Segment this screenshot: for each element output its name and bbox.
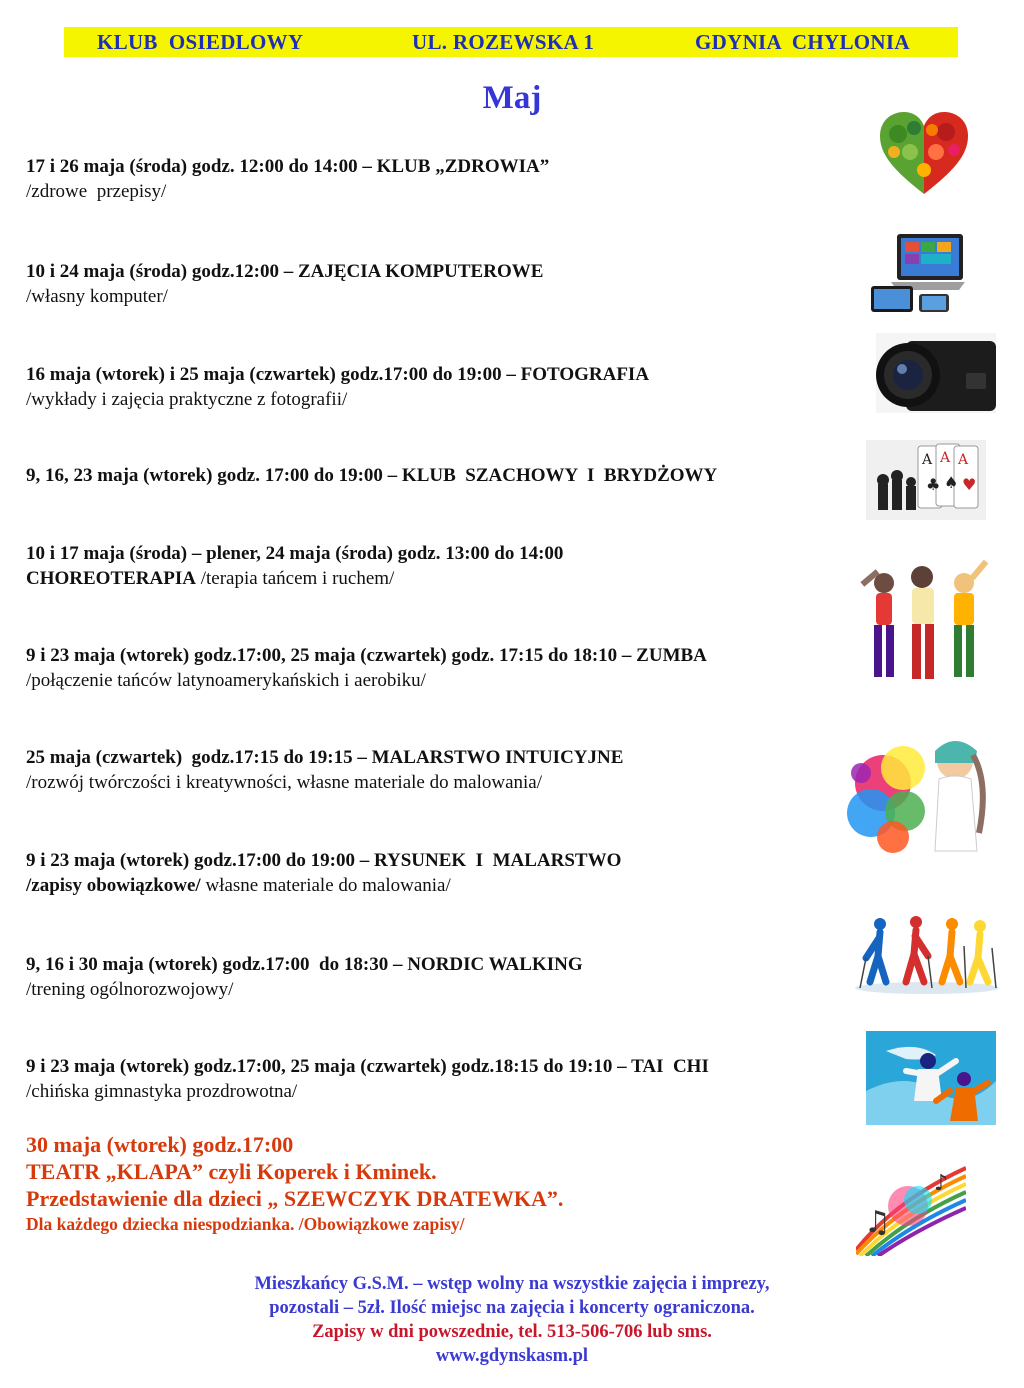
event-description: /połączenie tańców latynoamerykańskich i aerobiku/ (26, 670, 426, 691)
svg-text:♥: ♥ (962, 475, 977, 494)
event-entry-computer (26, 259, 846, 309)
event-entry-nordic-walking (26, 952, 846, 1002)
theatre-name: TEATR „KLAPA” czyli Koperek i Kminek. (26, 1159, 437, 1184)
event-description: /rozwój twórczości i kreatywności, własne materiale do malowania/ (26, 772, 542, 793)
club-name: KLUB OSIEDLOWY (97, 29, 304, 54)
svg-text:A: A (958, 452, 969, 468)
footer-residents-info: Mieszkańcy G.S.M. – wstęp wolny na wszystkie zajęcia i imprezy, (254, 1274, 770, 1294)
event-entry-tai-chi (26, 1054, 846, 1104)
event-description: /zdrowe przepisy/ (26, 181, 167, 202)
theatre-show: Przedstawienie dla dzieci „ SZEWCZYK DRATEWKA”. (26, 1186, 564, 1211)
event-description: /terapia tańcem i ruchem/ (195, 568, 395, 589)
event-subtitle-bold: /zapisy obowiązkowe/ (26, 875, 201, 896)
footer (0, 1272, 1024, 1368)
club-address: UL. ROZEWSKA 1 (412, 29, 595, 54)
event-title: 9 i 23 maja (wtorek) godz.17:00, 25 maja (czwartek) godz. 17:15 do 18:10 – ZUMBA (26, 645, 707, 666)
event-entry-zumba (26, 643, 846, 693)
event-title: 10 i 24 maja (środa) godz.12:00 – ZAJĘCIA KOMPUTEROWE (26, 261, 544, 282)
event-subtitle-bold: CHOREOTERAPIA (26, 568, 196, 589)
camera-icon (876, 333, 996, 413)
event-description: /własny komputer/ (26, 286, 168, 307)
svg-text:A: A (922, 452, 933, 468)
svg-text:♪: ♪ (934, 1171, 949, 1196)
theatre-announcement (26, 1131, 563, 1236)
club-city: GDYNIA CHYLONIA (695, 29, 910, 54)
heart-vegetables-fruits-icon (876, 108, 972, 198)
event-title: 9, 16 i 30 maja (wtorek) godz.17:00 do 18:30 – NORDIC WALKING (26, 954, 583, 975)
event-entry-choreotherapy (26, 541, 846, 591)
header-banner (64, 27, 958, 57)
event-title: 10 i 17 maja (środa) – plener, 24 maja (środa) godz. 13:00 do 14:00 (26, 543, 564, 564)
svg-text:♣: ♣ (926, 475, 941, 494)
page-title: Maj (482, 80, 542, 116)
event-description: własne materiale do malowania/ (200, 875, 451, 896)
footer-website-link[interactable]: www.gdynskasm.pl (435, 1346, 589, 1366)
event-title: 9, 16, 23 maja (wtorek) godz. 17:00 do 19:00 – KLUB SZACHOWY I BRYDŻOWY (26, 465, 718, 486)
event-description: /trening ogólnorozwojowy/ (26, 979, 234, 1000)
paint-splash-woman-icon (843, 733, 993, 863)
event-title: 17 i 26 maja (środa) godz. 12:00 do 14:00 – KLUB „ZDROWIA” (26, 156, 550, 177)
event-title: 16 maja (wtorek) i 25 maja (czwartek) godz.17:00 do 19:00 – FOTOGRAFIA (26, 364, 650, 385)
nordic-walkers-icon (852, 912, 1002, 998)
theatre-date: 30 maja (wtorek) godz.17:00 (26, 1132, 294, 1157)
event-entry-photography (26, 362, 846, 412)
event-entry-drawing-painting (26, 848, 846, 898)
event-description: /wykłady i zajęcia praktyczne z fotografii/ (26, 389, 348, 410)
laptop-tablet-phone-icon (867, 232, 967, 316)
footer-others-info: pozostali – 5zł. Ilość miejsc na zajęcia i koncerty ograniczona. (269, 1298, 755, 1318)
music-notes-icon (856, 1160, 966, 1256)
svg-text:♫: ♫ (864, 1205, 891, 1240)
event-entry-chess-bridge (26, 463, 846, 488)
event-title: 25 maja (czwartek) godz.17:15 do 19:15 – MALARSTWO INTUICYJNE (26, 747, 624, 768)
dancers-icon (856, 555, 996, 685)
svg-text:♠: ♠ (944, 473, 959, 492)
event-entry-health-club (26, 154, 846, 204)
event-title: 9 i 23 maja (wtorek) godz.17:00, 25 maja (czwartek) godz.18:15 do 19:10 – TAI CHI (26, 1056, 709, 1077)
chess-cards-icon (866, 440, 986, 520)
event-entry-intuitive-painting (26, 745, 846, 795)
event-title: 9 i 23 maja (wtorek) godz.17:00 do 19:00 – RYSUNEK I MALARSTWO (26, 850, 622, 871)
footer-registration: Zapisy w dni powszednie, tel. 513-506-706 lub sms. (312, 1322, 712, 1342)
theatre-note: Dla każdego dziecka niespodzianka. /Obowiązkowe zapisy/ (26, 1214, 465, 1234)
event-description: /chińska gimnastyka prozdrowotna/ (26, 1081, 298, 1102)
tai-chi-icon (866, 1031, 996, 1125)
svg-text:A: A (940, 450, 951, 466)
